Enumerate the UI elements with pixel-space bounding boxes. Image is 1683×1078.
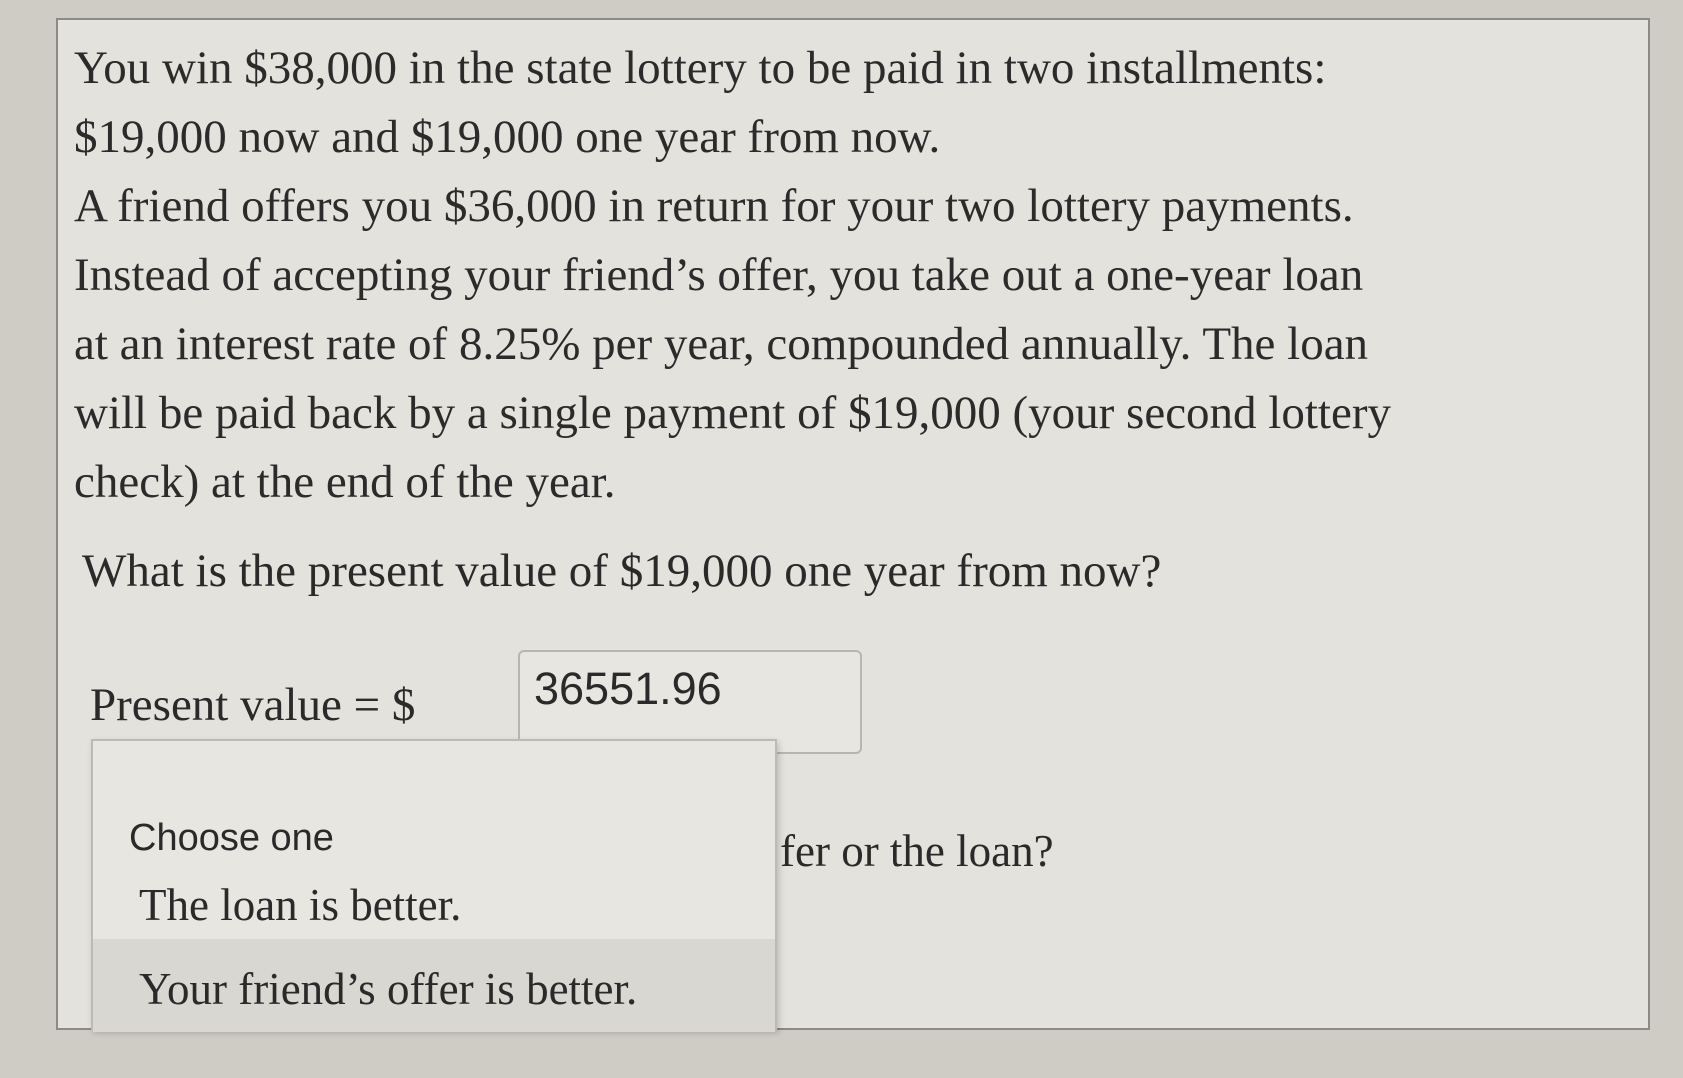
problem-line: at an interest rate of 8.25% per year, compounded annually. The loan	[74, 318, 1369, 370]
problem-line: will be paid back by a single payment of $19,000 (your second lottery	[74, 387, 1391, 439]
option-friend-offer-better[interactable]: Your friend’s offer is better.	[93, 939, 775, 1032]
option-loan-better[interactable]: The loan is better.	[139, 880, 462, 930]
problem-line: You win $38,000 in the state lottery to be paid in two installments:	[74, 42, 1327, 94]
present-value-input[interactable]: 36551.96	[518, 650, 862, 754]
problem-line: check) at the end of the year.	[74, 456, 616, 508]
choice-dropdown-menu[interactable]	[91, 739, 777, 1030]
question-panel	[56, 18, 1650, 1030]
followup-question-text: fer or the loan?	[780, 826, 1054, 876]
present-value-label: Present value = $	[90, 679, 416, 731]
problem-line: A friend offers you $36,000 in return for your two lottery payments.	[74, 180, 1354, 232]
problem-line: $19,000 now and $19,000 one year from now.	[74, 111, 941, 163]
problem-line: Instead of accepting your friend’s offer, you take out a one-year loan	[74, 249, 1364, 301]
dropdown-placeholder[interactable]: Choose one	[129, 817, 334, 859]
problem-statement	[74, 34, 1634, 517]
question-text: What is the present value of $19,000 one year from now?	[82, 545, 1162, 597]
